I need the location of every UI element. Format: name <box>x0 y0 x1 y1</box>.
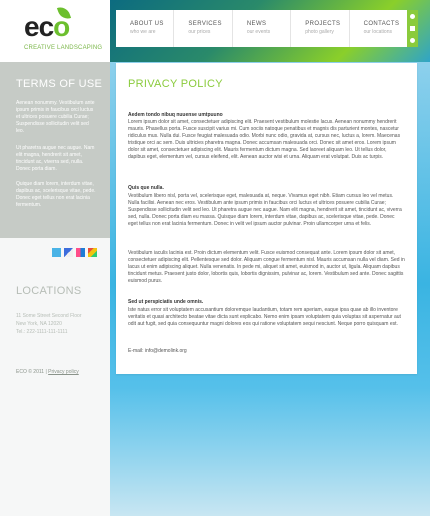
sitemap-icon[interactable] <box>410 38 415 43</box>
side-toolbar <box>407 10 418 47</box>
terms-paragraph: Aenean nonummy. Vestibulum ante ipsum primis in faucibus orci luctus et ultrices posuere cubilia Curae; Suspendisse sollicitudin velit sed leo. <box>16 100 95 134</box>
footer <box>16 369 79 375</box>
nav-item-services[interactable] <box>174 10 232 47</box>
nav-label: NEWS <box>246 21 267 27</box>
twitter-icon[interactable] <box>52 248 61 257</box>
body-paragraph: Lorem ipsum dolor sit amet, consectetuer adipiscing elit. Praesent vestibulum molestie lacus. Aenean nonummy hendrerit mauris. Phasellus porta. Fusce suscipit varius mi. Cum sociis natoque penatibus et magnis dis parturient montes, nascetur ridiculus mus. Nulla dui. Fusce feugiat malesuada odio. Morbi nunc odio, gravida at, cursus nec, luctus a, lorem. Maecenas tristique orci ac sem. Duis ultricies pharetra magna. Donec accumsan malesuada orci. Donec sit amet eros. Lorem ipsum dolor sit amet, consectetuer adipiscing elit. Mauris fermentum dictum magna. Sed laoreet aliquam leo. Ut tellus dolor, dapibus eget, elementum vel, cursus eleifend, elit. Aenean auctor wisi et urna. Aliquam erat volutpat. Duis ac turpis. <box>128 119 401 160</box>
other-icon[interactable] <box>88 248 97 257</box>
nav-sublabel: photo gallery <box>305 29 334 35</box>
copyright: ECO © 2011 <box>16 369 45 375</box>
terms-paragraph: Ut pharetra augue nec augue. Nam elit magna, hendrerit sit amet, tincidunt ac, viverra sed, nulla. Donec porta diam. <box>16 145 95 172</box>
nav-label: SERVICES <box>188 21 222 27</box>
locations-title: LOCATIONS <box>16 285 82 297</box>
nav-item-about-us[interactable] <box>116 10 174 47</box>
section-heading: Quis que nulla. <box>128 185 164 191</box>
terms-paragraph: Quique diam lorem, interdum vitae, dapibus ac, scelerisque vitae, pede. Donec eget tellus non erat lacinia fermentum. <box>16 181 96 208</box>
nav-sublabel: our prices <box>188 29 211 35</box>
nav-label: PROJECTS <box>305 21 341 27</box>
section-heading: Aedem tondo nibuq nuuense umtpuuno <box>128 112 223 118</box>
footer-separator: | <box>45 369 47 375</box>
home-icon[interactable] <box>410 14 415 19</box>
left-sidebar <box>0 0 110 516</box>
logo[interactable] <box>0 0 110 62</box>
nav-sublabel: who we are <box>130 29 156 35</box>
terms-title: TERMS OF USE <box>16 78 103 90</box>
mail-icon[interactable] <box>410 26 415 31</box>
nav-label: ABOUT US <box>130 21 164 27</box>
main-nav <box>116 10 407 47</box>
privacy-policy-link[interactable]: Privacy policy <box>48 369 79 375</box>
nav-label: CONTACTS <box>363 21 400 27</box>
logo-wordmark: eco <box>24 11 70 42</box>
nav-sublabel: our locations <box>363 29 392 35</box>
nav-item-contacts[interactable] <box>350 10 407 47</box>
nav-item-news[interactable] <box>233 10 291 47</box>
terms-of-use-block <box>0 62 110 238</box>
address-line: New York, NA 12020 <box>16 321 62 327</box>
flickr-icon[interactable] <box>76 248 85 257</box>
social-icons <box>52 248 97 257</box>
nav-item-projects[interactable] <box>291 10 349 47</box>
content-panel <box>116 63 417 374</box>
page-title: PRIVACY POLICY <box>128 78 223 90</box>
contact-email: E-mail: info@demolink.org <box>128 348 187 354</box>
delicious-icon[interactable] <box>64 248 73 257</box>
address-line: 11 Some Street Second Floor <box>16 313 82 319</box>
body-paragraph: Vestibulum libero nisl, porta vel, scelerisque eget, malesuada at, neque. Vivamus eget nibh. Etiam cursus leo vel metus. Nulla facilisi. Aenean nec eros. Vestibulum ante ipsum primis in faucibus orci luctus et ultrices posuere cubilia Curae; Suspendisse sollicitudin velit sed leo. Ut pharetra augue nec augue. Nam elit magna, hendrerit sit amet, tincidunt ac, viverra sed, nulla. Donec porta diam eu massa. Quisque diam lorem, interdum vitae, dapibus ac, scelerisque vitae, pede. Donec eget tellus non erat lacinia fermentum. Donec in velit vel ipsum auctor pulvinar. Proin ullamcorper urna et felis. <box>128 193 402 227</box>
body-paragraph: Vestibulum iaculis lacinia est. Proin dictum elementum velit. Fusce euismod consequat ante. Lorem ipsum dolor sit amet, consectetuer adipiscing elit. Pellentesque sed dolor. Aliquam congue fermentum nisl. Mauris accumsan nulla vel diam. Sed in lacus ut enim adipiscing aliquet. Nulla venenatis. In pede mi, aliquet sit amet, euismod in, auctor ut, ligula. Aliquam dapibus tincidunt metus. Praesent justo dolor, lobortis quis, lobortis dignissim, pulvinar ac, lorem. Vestibulum sed ante. Donec sagittis euismod purus. <box>128 250 405 284</box>
nav-sublabel: our events <box>246 29 271 35</box>
body-paragraph: Iste natus error sit voluptatem accusantium doloremque laudantium, totam rem aperiam, eaque ipsa quae ab illo inventore veritatis et quasi architecto beatae vitae dicta sunt explicabo. Nemo enim ipsam voluptatem quia voluptas sit aspernatur aut odit aut fugit, sed quia consequuntur magni dolores eos qui ratione voluptatem sequi nesciunt. Neque porro quisquam est. <box>128 307 401 327</box>
phone: Tel.: 222-1111-111-1111 <box>16 329 68 335</box>
logo-tagline: CREATIVE LANDSCAPING <box>24 45 103 51</box>
address <box>16 312 106 336</box>
section-heading: Sed ut perspiciatis unde omnis. <box>128 299 204 305</box>
